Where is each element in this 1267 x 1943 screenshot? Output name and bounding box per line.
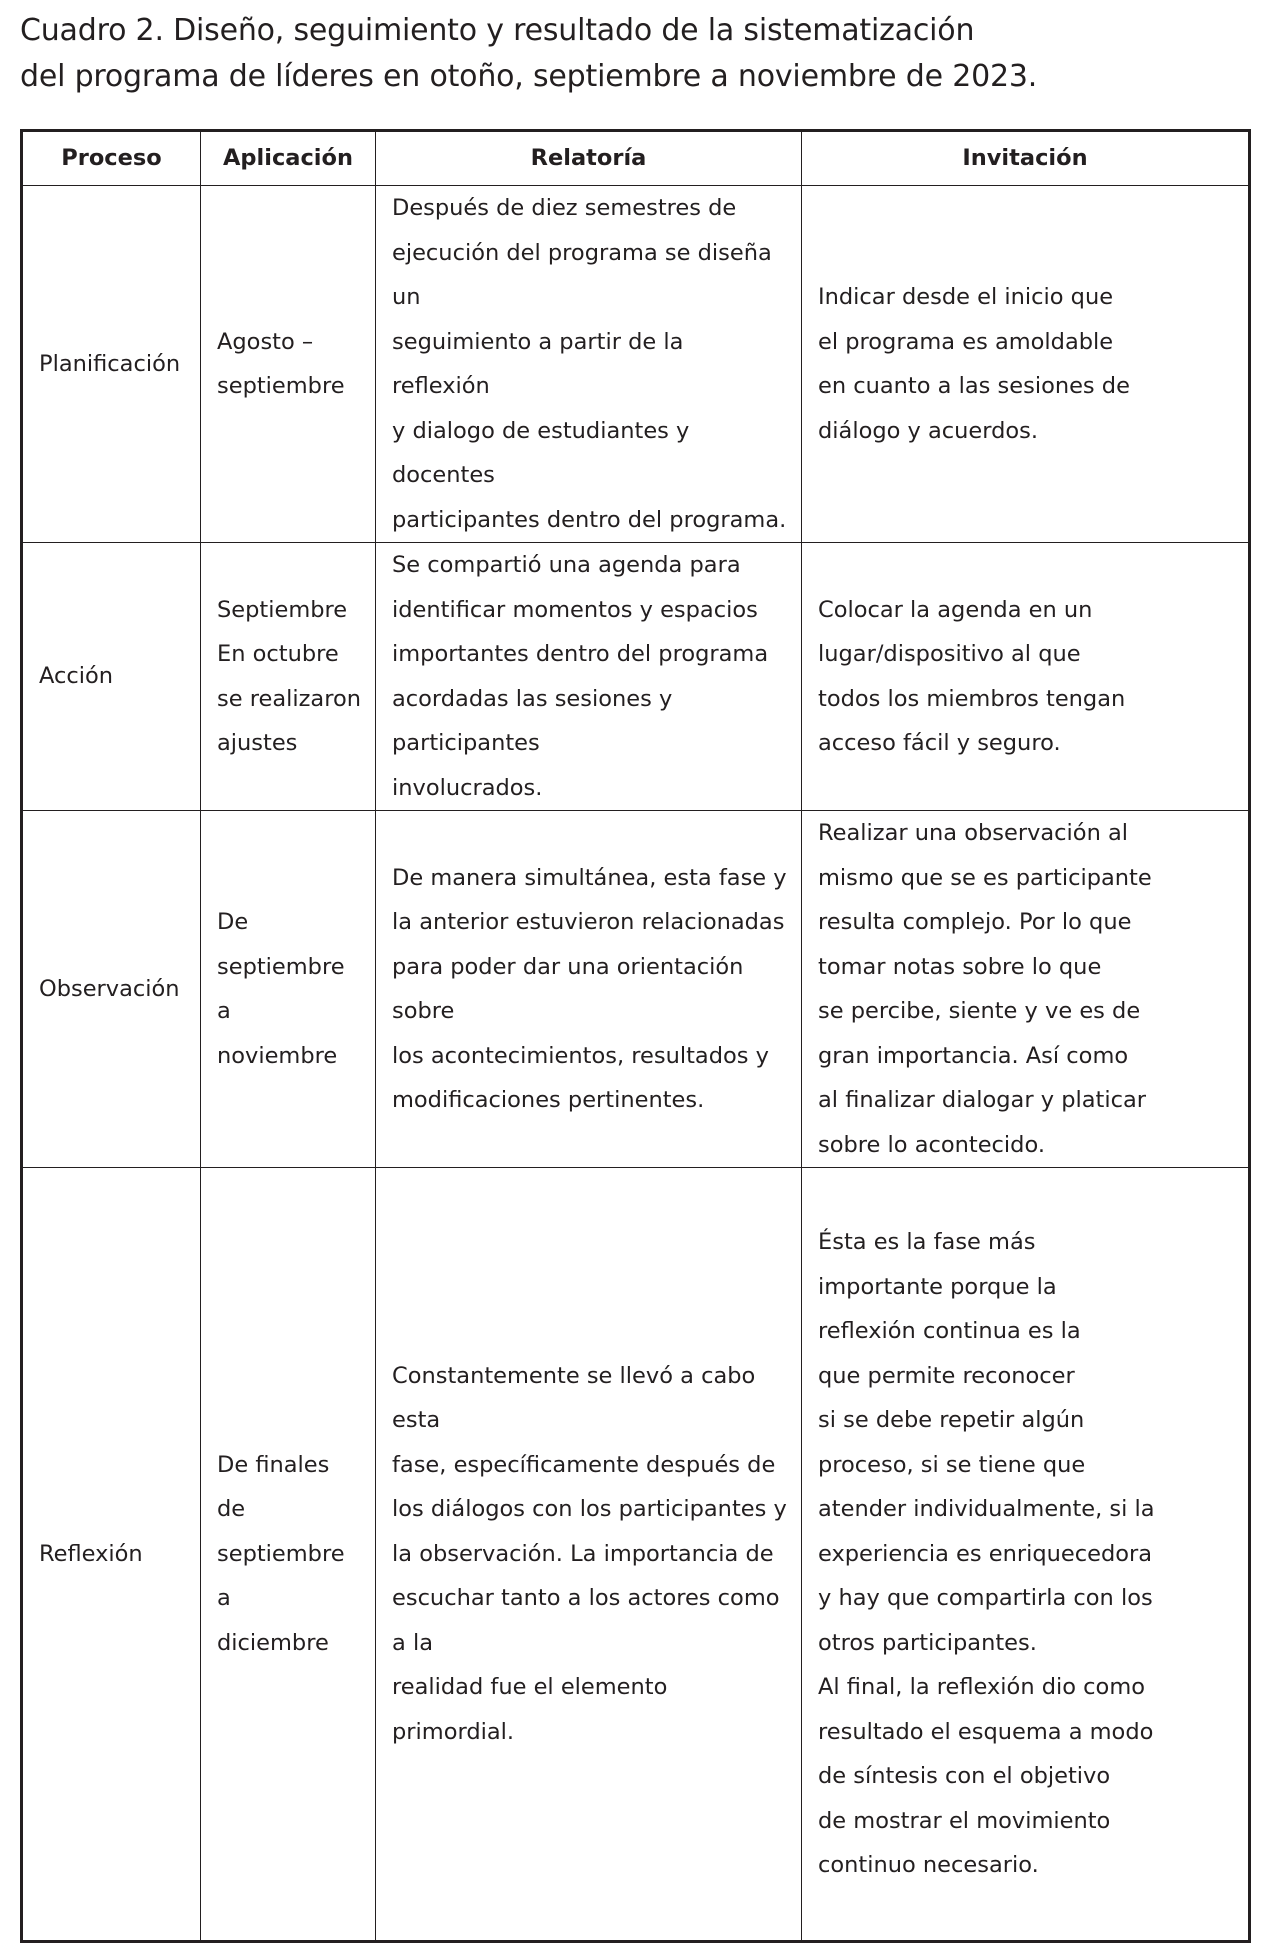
cell-invitacion: Indicar desde el inicio que el programa es amoldable en cuanto a las sesiones de diálogo y acuerdos. [802,186,1250,543]
caption-line-1: Cuadro 2. Diseño, seguimiento y resultado de la sistematización [20,13,975,48]
table-row [22,1168,1250,1942]
header-row [22,131,1250,186]
table-row [22,811,1250,1168]
cell-proceso: Observación [22,811,201,1168]
table-caption [20,8,1240,100]
cell-aplicacion: De septiembre a noviembre [201,811,376,1168]
cell-relatoria: Se compartió una agenda para identificar momentos y espacios importantes dentro del programa acordadas las sesiones y participantes involucrados. [376,543,802,811]
cell-proceso: Reflexión [22,1168,201,1942]
cell-invitacion: Realizar una observación al mismo que se es participante resulta complejo. Por lo que tomar notas sobre lo que se percibe, siente y ve es de gran importancia. Así como al finalizar dialogar y platicar sobre lo acontecido. [802,811,1250,1168]
cell-proceso: Acción [22,543,201,811]
cell-relatoria: De manera simultánea, esta fase y la anterior estuvieron relacionadas para poder dar una orientación sobre los acontecimientos, resultados y modificaciones pertinentes. [376,811,802,1168]
cell-relatoria: Constantemente se llevó a cabo esta fase, específicamente después de los diálogos con los participantes y la observación. La importancia de escuchar tanto a los actores como a la realidad fue el elemento primordial. [376,1168,802,1942]
cell-invitacion: Ésta es la fase más importante porque la reflexión continua es la que permite reconocer si se debe repetir algún proceso, si se tiene que atender individualmente, si la experiencia es enriquecedora y hay que compartirla con los otros participantes. Al final, la reflexión dio como resultado el esquema a modo de síntesis con el objetivo de mostrar el movimiento continuo necesario. [802,1168,1250,1942]
header-proceso: Proceso [22,131,201,186]
header-aplicacion: Aplicación [201,131,376,186]
cell-relatoria: Después de diez semestres de ejecución del programa se diseña un seguimiento a partir de la reflexión y dialogo de estudiantes y docentes participantes dentro del programa. [376,186,802,543]
cell-aplicacion: De finales de septiembre a diciembre [201,1168,376,1942]
cell-invitacion: Colocar la agenda en un lugar/dispositivo al que todos los miembros tengan acceso fácil y seguro. [802,543,1250,811]
caption-line-2: del programa de líderes en otoño, septiembre a noviembre de 2023. [20,59,1038,94]
cell-aplicacion: Agosto – septiembre [201,186,376,543]
cell-aplicacion: Septiembre En octubre se realizaron ajustes [201,543,376,811]
header-invitacion: Invitación [802,131,1250,186]
table-row [22,186,1250,543]
header-relatoria: Relatoría [376,131,802,186]
cell-proceso: Planificación [22,186,201,543]
sistematizacion-table [20,129,1251,1943]
table-row [22,543,1250,811]
